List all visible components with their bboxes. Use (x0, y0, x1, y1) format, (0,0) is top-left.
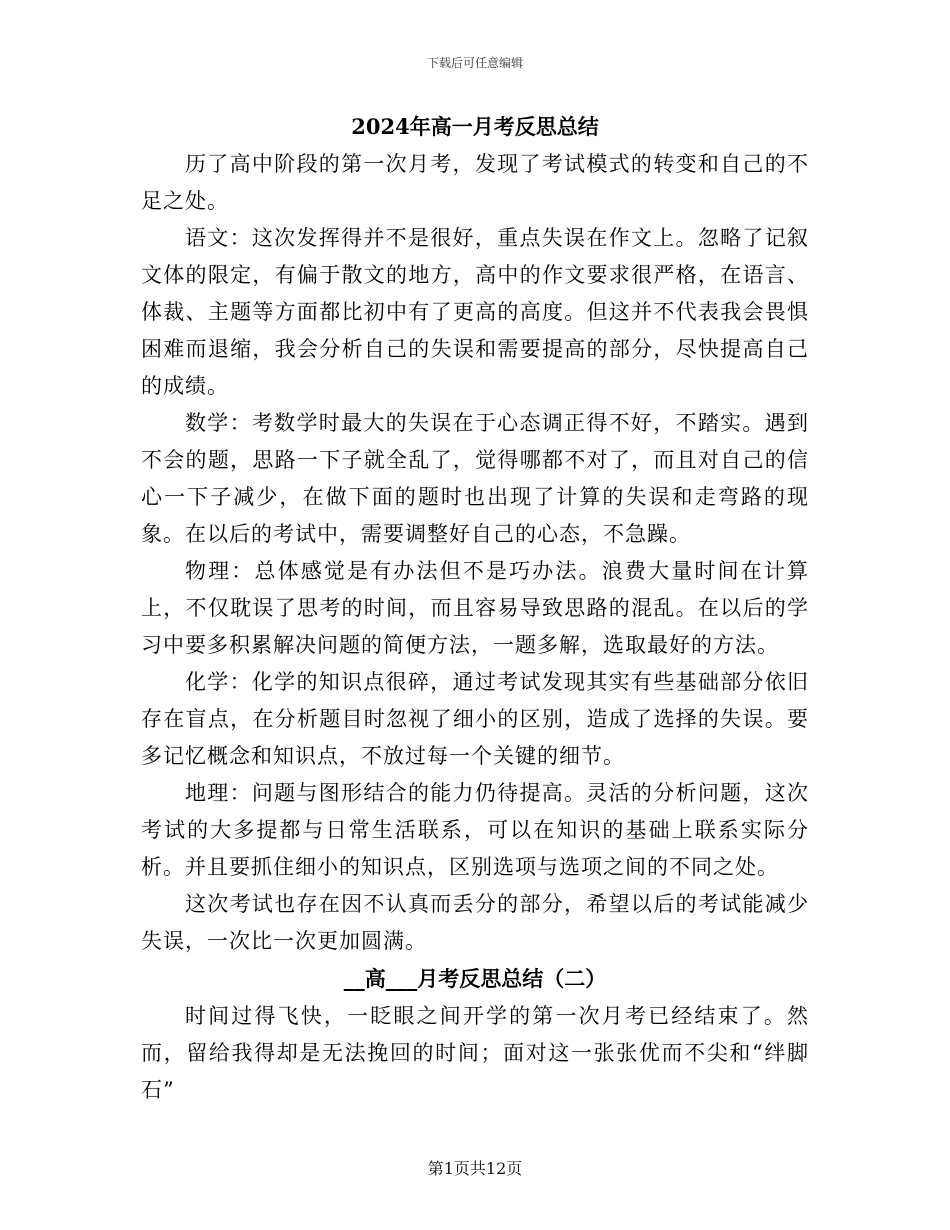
page-number: 第1页共12页 (427, 1159, 523, 1178)
download-note: 下载后可任意编辑 (426, 56, 523, 70)
paragraph-intro: 历了高中阶段的第一次月考，发现了考试模式的转变和自己的不足之处。 (141, 152, 809, 213)
paragraph-math: 数学：考数学时最大的失误在于心态调正得不好，不踏实。遇到不会的题，思路一下子就全乱了，觉得哪都不对了，而且对自己的信心一下子减少，在做下面的题时也出现了计算的失误和走弯路的现象。在以后的考试中，需要调整好自己的心态，不急躁。 (141, 411, 809, 546)
section-subtitle: __高___月考反思总结（二） (343, 966, 607, 991)
document-body (141, 110, 809, 1109)
paragraph-physics: 物理：总体感觉是有办法但不是巧办法。浪费大量时间在计算上，不仅耽误了思考的时间，而且容易导致思路的混乱。在以后的学习中要多积累解决问题的简便方法，一题多解，选取最好的方法。 (141, 559, 809, 657)
document-title: 2024年高一月考反思总结 (351, 114, 599, 139)
paragraph-geography: 地理：问题与图形结合的能力仍待提高。灵活的分析问题，这次考试的大多提都与日常生活联系，可以在知识的基础上联系实际分析。并且要抓住细小的知识点，区别选项与选项之间的不同之处。 (141, 781, 809, 879)
paragraph-chinese: 语文：这次发挥得并不是很好，重点失误在作文上。忽略了记叙文体的限定，有偏于散文的地方，高中的作文要求很严格，在语言、体裁、主题等方面都比初中有了更高的高度。但这并不代表我会畏惧困难而退缩，我会分析自己的失误和需要提高的部分，尽快提高自己的成绩。 (141, 226, 809, 398)
paragraph-section2-start: 时间过得飞快，一眨眼之间开学的第一次月考已经结束了。然而，留给我得却是无法挽回的时间；面对这一张张优而不尖和“绊脚石” (141, 1004, 809, 1102)
paragraph-chemistry: 化学：化学的知识点很碎，通过考试发现其实有些基础部分依旧存在盲点，在分析题目时忽视了细小的区别，造成了选择的失误。要多记忆概念和知识点，不放过每一个关键的细节。 (141, 670, 809, 768)
paragraph-conclusion: 这次考试也存在因不认真而丢分的部分，希望以后的考试能减少失误，一次比一次更加圆满。 (141, 892, 809, 953)
